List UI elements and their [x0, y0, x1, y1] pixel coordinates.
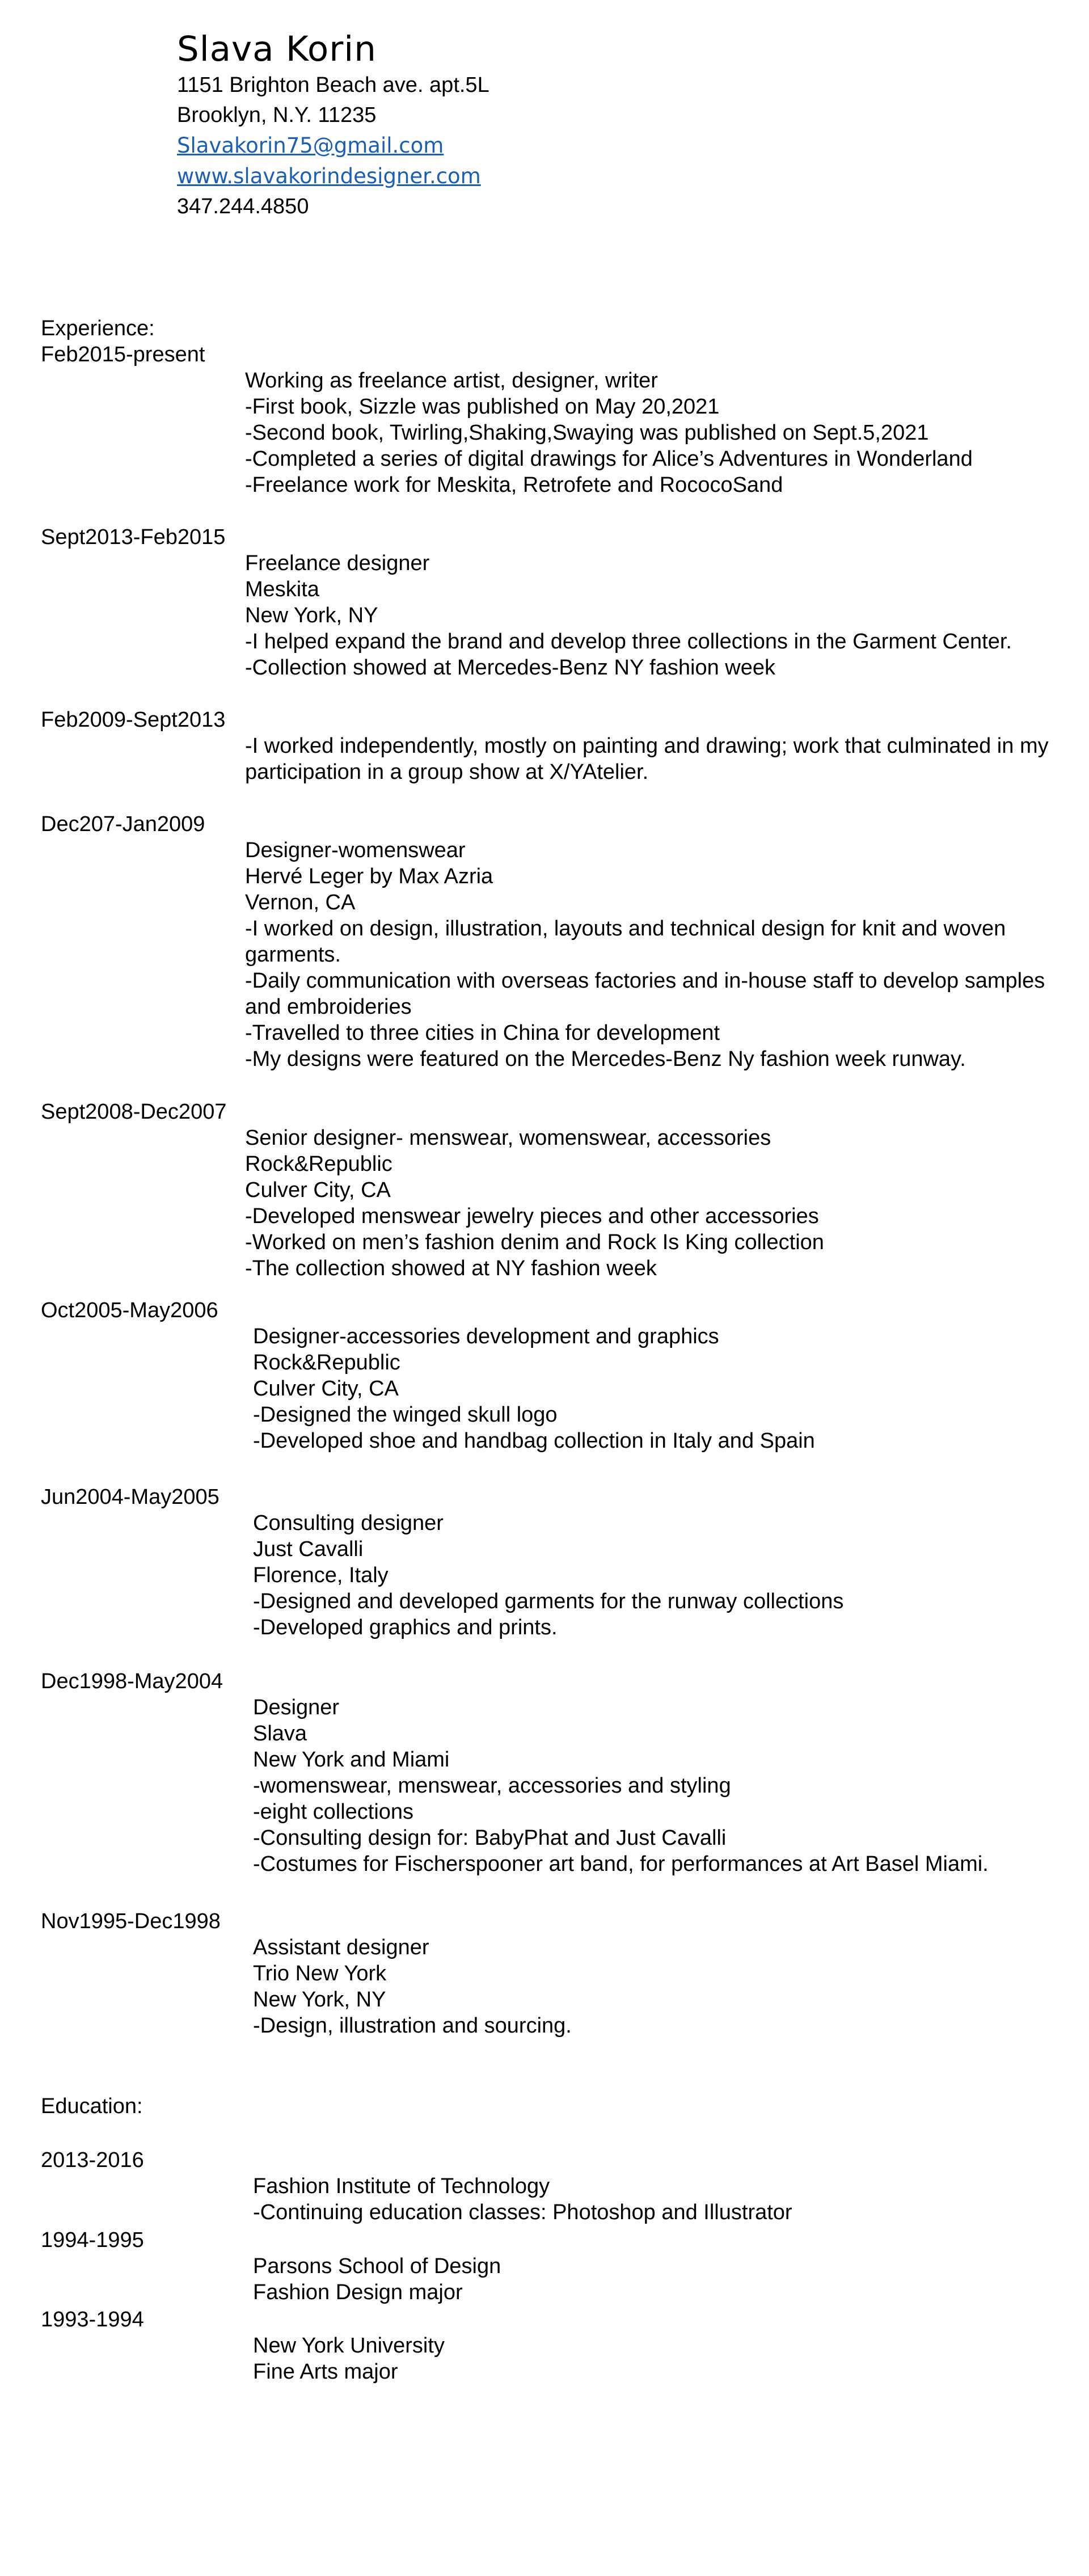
entry-line: -Consulting design for: BabyPhat and Just Cavalli	[253, 1826, 727, 1850]
entry-date: 2013-2016	[41, 2148, 144, 2172]
entry-line: Just Cavalli	[253, 1537, 364, 1561]
entry-line: Designer-accessories development and graphics	[253, 1325, 719, 1348]
entry-line: Designer-womenswear	[245, 838, 466, 862]
entry-details	[245, 837, 1062, 1072]
entry-line: Designer	[253, 1696, 340, 1719]
entry-line: -First book, Sizzle was published on May 20,2021	[245, 395, 720, 419]
experience-heading: Experience:	[41, 317, 155, 340]
resume-header	[177, 28, 489, 222]
entry-details	[245, 368, 1062, 498]
entry-line: -Second book, Twirling,Shaking,Swaying was published on Sept.5,2021	[245, 421, 929, 445]
entry-details	[253, 1934, 1070, 2039]
entry-line: Working as freelance artist, designer, writer	[245, 369, 658, 393]
entry-line: Slava	[253, 1722, 307, 1746]
entry-date: Dec207-Jan2009	[41, 812, 205, 836]
education-heading: Education:	[41, 2094, 143, 2118]
entry-line: -Completed a series of digital drawings for Alice’s Adventures in Wonderland	[245, 447, 973, 471]
entry-line: -Designed and developed garments for the runway collections	[253, 1590, 844, 1613]
entry-line: -Daily communication with overseas factories and in-house staff to develop samples and embroideries	[245, 969, 1045, 1019]
entry-line: Senior designer- menswear, womenswear, accessories	[245, 1126, 771, 1150]
entry-line: New York, NY	[245, 604, 378, 627]
entry-date: Feb2015-present	[41, 343, 205, 366]
entry-line: Rock&Republic	[245, 1152, 392, 1176]
entry-details	[253, 1694, 1070, 1877]
entry-line: -The collection showed at NY fashion week	[245, 1257, 657, 1280]
entry-line: -I helped expand the brand and develop three collections in the Garment Center.	[245, 630, 1012, 654]
entry-date: Nov1995-Dec1998	[41, 1909, 221, 1933]
entry-line: Rock&Republic	[253, 1351, 400, 1375]
phone-number: 347.244.4850	[177, 195, 309, 218]
entry-line: Culver City, CA	[253, 1377, 399, 1401]
entry-line: -Design, illustration and sourcing.	[253, 2014, 572, 2038]
entry-line: -Developed shoe and handbag collection in Italy and Spain	[253, 1429, 815, 1453]
entry-line: Fine Arts major	[253, 2360, 398, 2384]
address-line-2: Brooklyn, N.Y. 11235	[177, 103, 377, 127]
entry-line: Trio New York	[253, 1962, 387, 1985]
entry-line: Meskita	[245, 577, 319, 601]
entry-line: -womenswear, menswear, accessories and styling	[253, 1774, 731, 1798]
entry-date: 1994-1995	[41, 2228, 144, 2252]
entry-line: New York and Miami	[253, 1748, 450, 1772]
entry-date: Feb2009-Sept2013	[41, 708, 226, 732]
entry-line: Vernon, CA	[245, 891, 356, 914]
person-name: Slava Korin	[177, 29, 377, 69]
entry-details	[253, 2333, 1070, 2385]
entry-line: Freelance designer	[245, 551, 430, 575]
entry-line: -Designed the winged skull logo	[253, 1403, 558, 1427]
entry-line: New York, NY	[253, 1988, 386, 2012]
entry-details	[253, 2253, 1070, 2305]
entry-line: Culver City, CA	[245, 1178, 391, 1202]
entry-line: -Travelled to three cities in China for development	[245, 1021, 720, 1045]
entry-line: Fashion Institute of Technology	[253, 2174, 550, 2198]
entry-line: New York University	[253, 2334, 445, 2358]
entry-details	[245, 550, 1062, 681]
entry-line: -I worked on design, illustration, layouts and technical design for knit and woven garments.	[245, 917, 1006, 967]
entry-line: Assistant designer	[253, 1936, 429, 1959]
entry-line: Parsons School of Design	[253, 2254, 501, 2278]
entry-line: Hervé Leger by Max Azria	[245, 865, 493, 888]
entry-line: -Worked on men’s fashion denim and Rock Is King collection	[245, 1230, 824, 1254]
entry-details	[253, 2173, 1070, 2225]
entry-line: -Collection showed at Mercedes-Benz NY fashion week	[245, 656, 775, 680]
entry-line: -Freelance work for Meskita, Retrofete and RococoSand	[245, 473, 783, 497]
entry-date: Sept2008-Dec2007	[41, 1100, 227, 1124]
website-link[interactable]: www.slavakorindesigner.com	[177, 164, 481, 188]
entry-line: -eight collections	[253, 1800, 414, 1824]
address-line-1: 1151 Brighton Beach ave. apt.5L	[177, 73, 489, 97]
entry-date: Oct2005-May2006	[41, 1298, 218, 1322]
entry-line: -Costumes for Fischerspooner art band, for performances at Art Basel Miami.	[253, 1852, 989, 1876]
email-link[interactable]: Slavakorin75@gmail.com	[177, 133, 444, 158]
entry-line: -Continuing education classes: Photoshop and Illustrator	[253, 2200, 792, 2224]
entry-line: Fashion Design major	[253, 2280, 463, 2304]
entry-details	[253, 1510, 1070, 1641]
entry-line: -My designs were featured on the Mercedes-Benz Ny fashion week runway.	[245, 1047, 966, 1071]
entry-line: Florence, Italy	[253, 1563, 389, 1587]
entry-line: Consulting designer	[253, 1511, 444, 1535]
entry-date: 1993-1994	[41, 2308, 144, 2332]
entry-date: Jun2004-May2005	[41, 1485, 220, 1509]
entry-date: Dec1998-May2004	[41, 1669, 223, 1693]
entry-line: -I worked independently, mostly on painting and drawing; work that culminated in my participation in a group show at X/YAtelier.	[245, 734, 1049, 784]
entry-line: -Developed graphics and prints.	[253, 1616, 558, 1639]
entry-line: -Developed menswear jewelry pieces and other accessories	[245, 1204, 819, 1228]
entry-details	[253, 1323, 1070, 1454]
entry-details	[245, 1125, 1062, 1281]
entry-details	[245, 733, 1062, 785]
entry-date: Sept2013-Feb2015	[41, 525, 226, 549]
